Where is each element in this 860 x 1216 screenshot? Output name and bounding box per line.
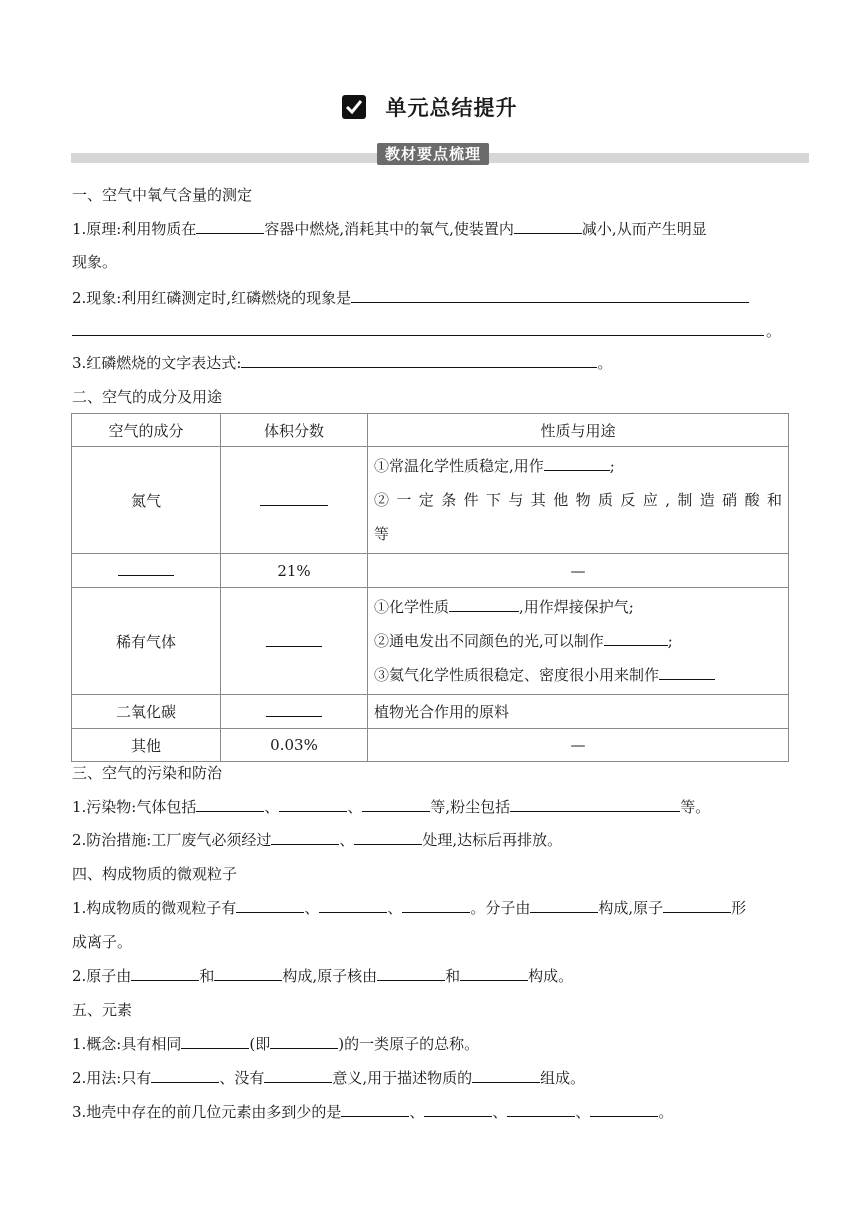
s3-heading: 三、空气的污染和防治 [72, 764, 223, 782]
blank [659, 665, 715, 680]
text: 。分子由 [470, 899, 531, 917]
blank [354, 830, 422, 845]
cell-property: — [368, 554, 789, 588]
text: )的一类原子的总称。 [338, 1035, 480, 1053]
text: 构成,原子 [598, 899, 664, 917]
blank [514, 219, 582, 234]
blank [151, 1068, 219, 1083]
period: 。 [766, 322, 782, 340]
blank [214, 966, 282, 981]
blank [181, 1034, 249, 1049]
header-cell: 空气的成分 [72, 414, 221, 447]
blank [377, 966, 445, 981]
s3-line1 [72, 796, 710, 817]
text: 、 [347, 798, 363, 816]
text: 2.现象:利用红磷测定时,红磷燃烧的现象是 [72, 289, 352, 307]
cell-property [368, 447, 789, 554]
text: (即 [249, 1035, 271, 1053]
text: 构成。 [528, 967, 574, 985]
blank [319, 898, 387, 913]
cell-property [368, 588, 789, 695]
text: 。 [658, 1103, 674, 1121]
text: ; [667, 632, 673, 650]
text: 和 [445, 967, 461, 985]
text: ③氦气化学性质很稳定、密度很小用来制作 [374, 666, 660, 684]
blank [472, 1068, 540, 1083]
text: 1.污染物:气体包括 [72, 798, 197, 816]
blank [663, 898, 731, 913]
s5-line1 [72, 1033, 479, 1054]
text: 、 [387, 899, 403, 917]
s5-heading: 五、元素 [72, 1001, 133, 1019]
blank [266, 632, 322, 647]
table-row-co2 [72, 695, 789, 729]
text: 和 [199, 967, 215, 985]
text: 减小,从而产生明显 [581, 220, 707, 238]
text: ①化学性质 [374, 598, 450, 616]
text: 2.用法:只有 [72, 1069, 152, 1087]
table-header-row [72, 414, 789, 447]
header-cell: 体积分数 [221, 414, 368, 447]
s5-line2 [72, 1067, 585, 1088]
text: 、 [304, 899, 320, 917]
blank [604, 631, 668, 646]
blank [530, 898, 598, 913]
table-row-rare [72, 588, 789, 695]
blank [510, 797, 680, 812]
page-title: 单元总结提升 [385, 96, 518, 120]
text: 。 [597, 354, 613, 372]
blank [424, 1102, 492, 1117]
prop-line: 等 [374, 525, 390, 543]
table-row-other [72, 729, 789, 762]
cell-fraction [221, 588, 368, 695]
blank [590, 1102, 658, 1117]
text: 、 [409, 1103, 425, 1121]
s1-line1-cont: 现象。 [72, 253, 118, 271]
text: 3.地壳中存在的前几位元素由多到少的是 [72, 1103, 342, 1121]
header-cell: 性质与用途 [368, 414, 789, 447]
s4-line1 [72, 897, 746, 918]
blank [507, 1102, 575, 1117]
text: 形 [731, 899, 747, 917]
blank [196, 797, 264, 812]
title-row [0, 92, 860, 122]
text: 2.原子由 [72, 967, 132, 985]
blank [270, 1034, 338, 1049]
prop-line: ②一定条件下与其他物质反应,制造硝酸和 [374, 491, 782, 509]
text: 2.防治措施:工厂废气必须经过 [72, 831, 272, 849]
text: 等。 [680, 798, 711, 816]
text: 、 [575, 1103, 591, 1121]
s1-heading: 一、空气中氧气含量的测定 [72, 186, 253, 204]
prop-line [374, 624, 782, 658]
s1-line1 [72, 218, 707, 239]
blank [241, 353, 597, 368]
check-box-icon [342, 95, 366, 119]
text: 1.原理:利用物质在 [72, 220, 197, 238]
blank [131, 966, 199, 981]
text: 处理,达标后再排放。 [422, 831, 563, 849]
blank [266, 702, 322, 717]
text: 、 [339, 831, 355, 849]
cell-name: 二氧化碳 [72, 695, 221, 729]
table-row-n2 [72, 447, 789, 554]
cell-fraction: 21% [221, 554, 368, 588]
cell-fraction: 0.03% [221, 729, 368, 762]
blank [341, 1102, 409, 1117]
blank-rule [72, 335, 764, 336]
blank [236, 898, 304, 913]
text: ,用作焊接保护气; [519, 598, 634, 616]
blank [271, 830, 339, 845]
cell-fraction [221, 447, 368, 554]
blank [260, 491, 328, 506]
s1-line2 [72, 287, 749, 308]
cell-name: 其他 [72, 729, 221, 762]
prop-line [374, 658, 782, 692]
cell-name: 稀有气体 [72, 588, 221, 695]
text: 、 [264, 798, 280, 816]
text: 意义,用于描述物质的 [332, 1069, 473, 1087]
text: 容器中燃烧,消耗其中的氧气,使装置内 [264, 220, 514, 238]
text: ②通电发出不同颜色的光,可以制作 [374, 632, 604, 650]
text: 、 [492, 1103, 508, 1121]
cell-fraction [221, 695, 368, 729]
cell-property: — [368, 729, 789, 762]
section-tag: 教材要点梳理 [377, 143, 489, 165]
cell-property: 植物光合作用的原料 [368, 695, 789, 729]
prop-line [374, 449, 782, 483]
blank [196, 219, 264, 234]
blank [264, 1068, 332, 1083]
blank [351, 288, 749, 303]
text: 3.红磷燃烧的文字表达式: [72, 354, 242, 372]
blank [544, 456, 610, 471]
text: 等,粉尘包括 [430, 798, 511, 816]
table-row-o2 [72, 554, 789, 588]
text: ; [609, 457, 615, 475]
s2-heading: 二、空气的成分及用途 [72, 388, 223, 406]
cell-name: 氮气 [72, 447, 221, 554]
s4-line1-cont: 成离子。 [72, 933, 133, 951]
cell-name [72, 554, 221, 588]
text: 1.概念:具有相同 [72, 1035, 182, 1053]
air-composition-table [71, 413, 789, 762]
s5-line3 [72, 1101, 673, 1122]
s4-line2 [72, 965, 573, 986]
text: 、没有 [219, 1069, 265, 1087]
blank [460, 966, 528, 981]
text: 组成。 [540, 1069, 586, 1087]
blank [449, 597, 519, 612]
s3-line2 [72, 829, 562, 850]
prop-line [374, 590, 782, 624]
text: ①常温化学性质稳定,用作 [374, 457, 544, 475]
s4-heading: 四、构成物质的微观粒子 [72, 865, 238, 883]
s1-line3 [72, 352, 612, 373]
blank [118, 561, 174, 576]
text: 1.构成物质的微观粒子有 [72, 899, 237, 917]
text: 构成,原子核由 [282, 967, 378, 985]
blank [362, 797, 430, 812]
blank [402, 898, 470, 913]
blank [279, 797, 347, 812]
